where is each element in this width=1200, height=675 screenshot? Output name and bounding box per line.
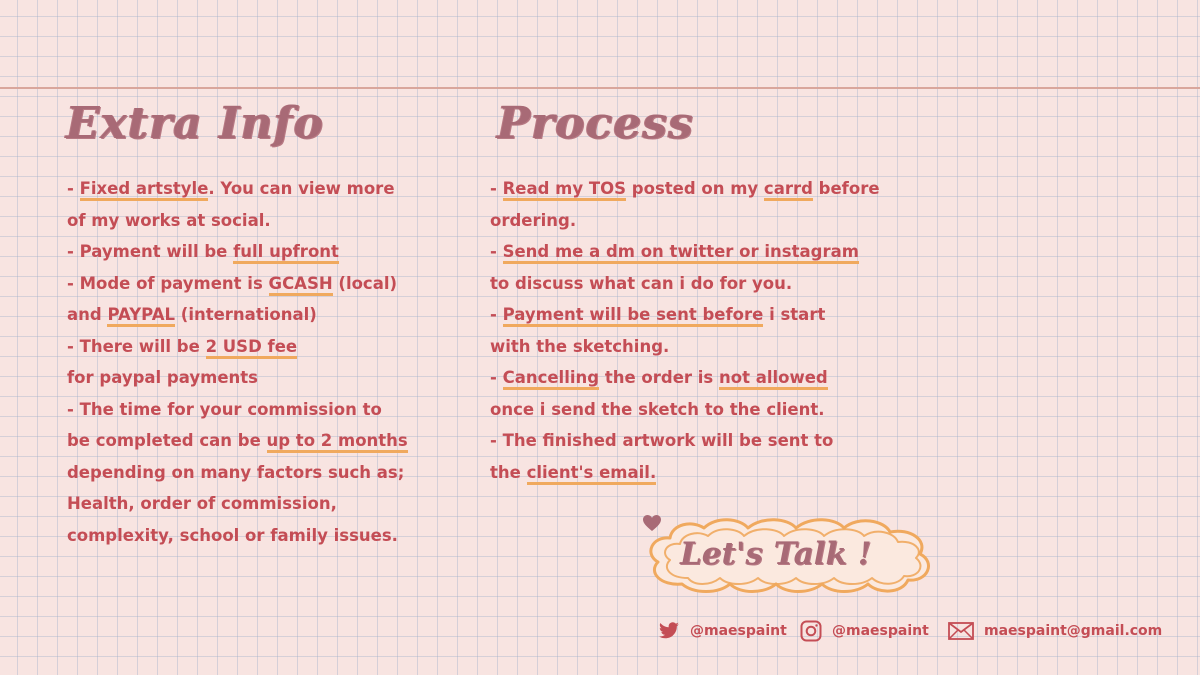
extra-info-list [67,173,407,551]
highlighted-text: 2 USD fee [206,337,298,359]
text-segment: - Mode of payment is [67,273,269,293]
top-divider [0,87,1200,89]
highlighted-text: Send me a dm on twitter or instagram [503,242,859,264]
process-line [490,362,870,394]
process-line [490,205,870,237]
text-segment: the order is [599,368,719,387]
extra-info-line [67,425,407,457]
text-segment: with the sketching. [490,336,670,356]
text-segment: - There will be [67,336,206,356]
extra-info-line [67,394,407,426]
text-segment: - The time for your commission to [67,399,382,419]
instagram-handle: @maespaint [832,623,929,639]
text-segment: (international) [175,305,317,324]
text-segment: i start [763,305,826,324]
extra-info-title: Extra Info [66,98,324,149]
extra-info-line [67,173,407,205]
process-line [490,236,870,268]
process-line [490,457,870,489]
lets-talk-badge[interactable] [642,514,938,596]
mail-icon [948,622,974,640]
highlighted-text: Cancelling [503,368,600,390]
highlighted-text: PAYPAL [107,305,175,327]
text-segment: - [490,242,503,261]
highlighted-text: client's email. [527,463,657,485]
highlighted-text: full upfront [233,242,339,264]
process-line [490,425,870,457]
text-segment: of my works at social. [67,210,271,230]
process-line [490,173,880,205]
text-segment: Health, order of commission, [67,494,337,513]
highlighted-text: not allowed [719,368,828,390]
instagram-contact[interactable] [800,620,929,642]
text-segment: depending on many factors such as; [67,462,405,482]
text-segment: the [490,462,527,482]
text-segment: complexity, school or family issues. [67,525,398,545]
text-segment: posted on my [626,179,764,198]
twitter-handle: @maespaint [690,623,787,639]
email-contact[interactable] [948,620,1162,642]
instagram-icon [800,620,822,642]
text-segment: be completed can be [67,431,267,450]
extra-info-line [67,331,407,363]
text-segment: . You can view more [208,179,395,198]
twitter-contact[interactable] [658,620,787,642]
process-line [490,394,870,426]
text-segment: once i send the sketch to the client. [490,399,825,419]
badge-label: Let's Talk ! [680,536,872,572]
text-segment: ordering. [490,210,577,230]
extra-info-line [67,488,407,520]
extra-info-line [67,299,407,331]
text-segment: - [67,179,80,198]
highlighted-text: Fixed artstyle [80,179,209,201]
process-list [490,173,880,488]
highlighted-text: GCASH [269,274,333,296]
process-title: Process [497,98,694,149]
text-segment: - [490,179,503,198]
highlighted-text: carrd [764,179,813,201]
highlighted-text: Payment will be sent before [503,305,764,327]
extra-info-line [67,457,407,489]
text-segment: - [490,305,503,324]
text-segment: (local) [332,273,398,293]
text-segment: and [67,305,108,324]
process-line [490,331,870,363]
text-segment: - [490,368,503,387]
extra-info-line [67,236,407,268]
text-segment: for paypal payments [67,368,258,387]
extra-info-line [67,205,407,237]
process-line [490,268,870,300]
text-segment: - Payment will be [67,242,234,261]
text-segment: to discuss what can i do for you. [490,273,793,293]
extra-info-line [67,362,407,394]
text-segment: - The finished artwork will be sent to [490,431,834,450]
process-line [490,299,870,331]
extra-info-line [67,268,407,300]
highlighted-text: Read my TOS [503,179,626,201]
text-segment: before [812,179,880,198]
twitter-icon [658,622,680,640]
highlighted-text: up to 2 months [267,431,408,453]
heart-icon [642,514,662,532]
extra-info-line [67,520,407,552]
email-address: maespaint@gmail.com [984,623,1163,639]
